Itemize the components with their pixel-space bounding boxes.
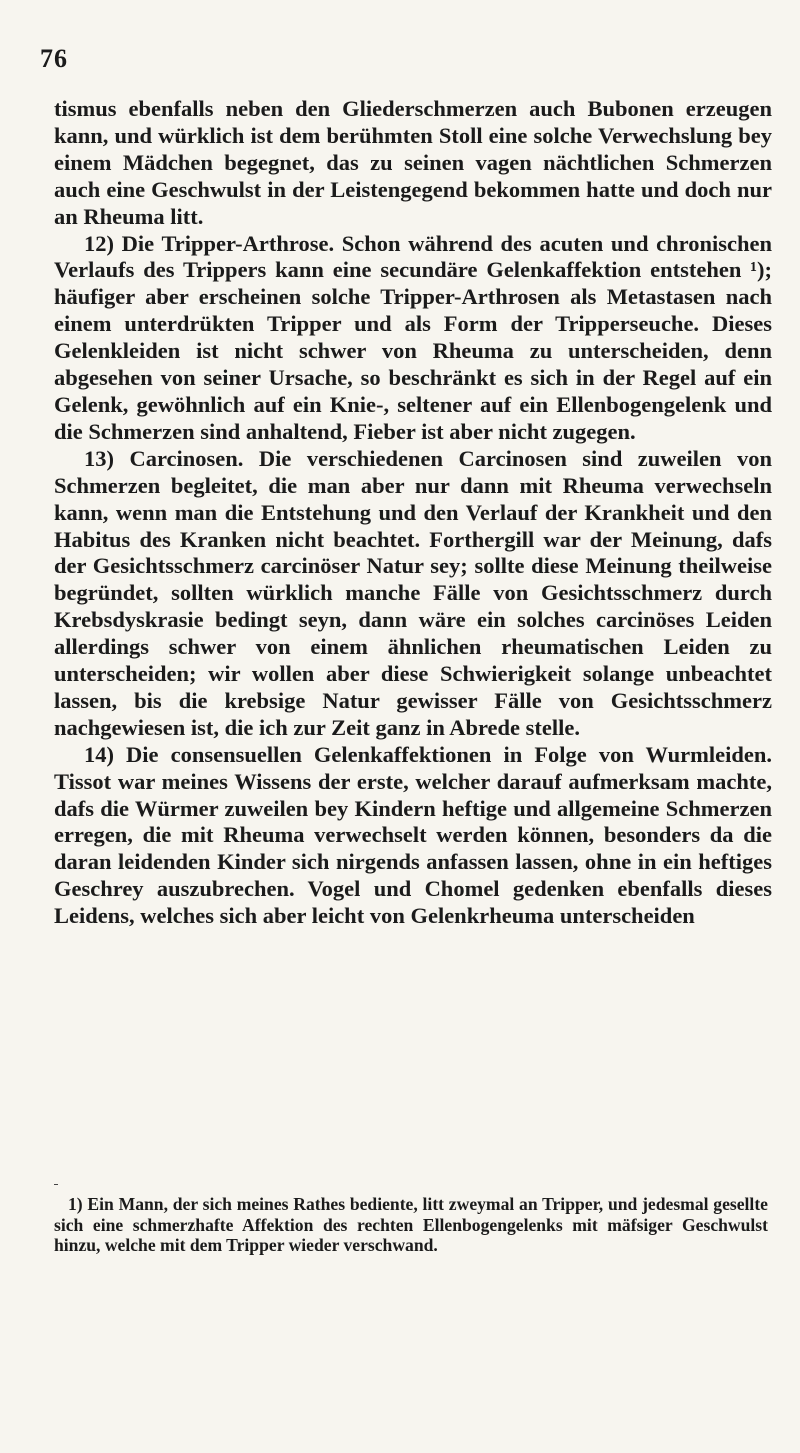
footnote-rule	[54, 1184, 58, 1185]
paragraph-carcinosen: 13) Carcinosen. Die verschiedenen Carcinosen sind zuweilen von Schmerzen begleitet, die man aber nur dann mit Rheuma verwechseln kann, wenn man die Entstehung und den Verlauf der Krankheit und den Habitus des Kranken nicht beachtet. Forthergill war der Meinung, dafs der Gesichtsschmerz carcinöser Natur sey; sollte diese Meinung theilweise begründet, sollten würklich manche Fälle von Gesichtsschmerz durch Krebsdyskrasie bedingt seyn, dann wäre ein solches carcinöses Leiden allerdings schwer von einem ähnlichen rheumatischen Leiden zu unterscheiden; wir wollen aber diese Schwierigkeit solange unbeachtet lassen, bis die krebsige Natur gewisser Fälle von Gesichtsschmerz nachgewiesen ist, die ich zur Zeit ganz in Abrede stelle.	[54, 445, 772, 740]
body-text	[54, 96, 772, 930]
footnote: 1) Ein Mann, der sich meines Rathes bediente, litt zweymal an Tripper, und jedesmal gesellte sich eine schmerzhafte Affektion des rechten Ellenbogengelenks mit mäfsiger Geschwulst hinzu, welche mit dem Tripper wieder verschwand.	[54, 1194, 768, 1255]
paragraph-continuation: tismus ebenfalls neben den Gliederschmerzen auch Bubonen erzeugen kann, und würklich ist dem berühmten Stoll eine solche Verwechslung bey einem Mädchen begegnet, das zu seinen vagen nächtlichen Schmerzen auch eine Geschwulst in der Leistengegend bekommen hatte und doch nur an Rheuma litt.	[54, 96, 772, 229]
page-number: 76	[40, 44, 68, 73]
paragraph-wurmleiden: 14) Die consensuellen Gelenkaffektionen in Folge von Wurmleiden. Tissot war meines Wissens der erste, welcher darauf aufmerksam machte, dafs die Würmer zuweilen bey Kindern heftige und allgemeine Schmerzen erregen, die mit Rheuma verwechselt werden können, besonders da die daran leidenden Kinder sich nirgends anfassen lassen, ohne in ein heftiges Geschrey auszubrechen. Vogel und Chomel gedenken ebenfalls dieses Leidens, welches sich aber leicht von Gelenkrheuma unterscheiden	[54, 741, 772, 929]
paragraph-tripper-arthrose: 12) Die Tripper-Arthrose. Schon während des acuten und chronischen Verlaufs des Trippers kann eine secundäre Gelenkaffektion entstehen ¹); häufiger aber erscheinen solche Tripper-Arthrosen als Metastasen nach einem unterdrükten Tripper und als Form der Tripperseuche. Dieses Gelenkleiden ist nicht schwer von Rheuma zu unterscheiden, denn abgesehen von seiner Ursache, so beschränkt es sich in der Regel auf ein Gelenk, gewöhnlich auf ein Knie-, seltener auf ein Ellenbogengelenk und die Schmerzen sind anhaltend, Fieber ist aber nicht zugegen.	[54, 230, 772, 444]
